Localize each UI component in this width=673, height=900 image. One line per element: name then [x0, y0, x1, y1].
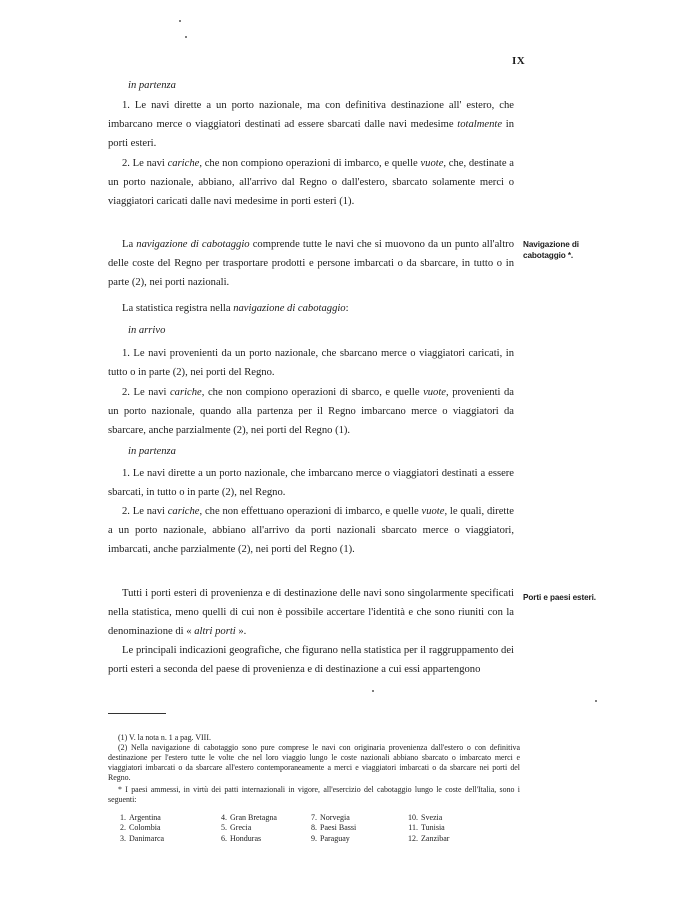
- footnote-separator: [108, 713, 166, 714]
- country-item: 9. Paraguay: [311, 833, 350, 843]
- country-item: 8. Paesi Bassi: [311, 823, 357, 833]
- paragraph-cabotaggio-intro: La statistica registra nella navigazione di cabotaggio:: [122, 303, 349, 314]
- paragraph-cabotaggio-def: La navigazione di cabotaggio comprende tutte le navi che si muovono da un punto all'altro delle coste del Regno per trasportare prodotti e persone imbarcati o da sbarcare, in tutto o in parte (2), nei porti nazionali.: [108, 239, 514, 288]
- scan-speck: [179, 20, 181, 22]
- scan-speck: [185, 36, 187, 38]
- country-list-col-3: [303, 813, 356, 844]
- subheading-in-partenza-2: in partenza: [128, 446, 176, 457]
- paragraph-partenza2-2: 2. Le navi cariche, che non effettuano operazioni di imbarco, e quelle vuote, le quali, dirette a un porto nazionale, abbiano all'arrivo da porti nazionali sbarcato merce o viaggiatori, imbarcati, anche parzialmente (2), nei porti del Regno (1).: [108, 506, 515, 555]
- paragraph-porti-esteri: Tutti i porti esteri di provenienza e di destinazione delle navi sono singolarmente specificati nella statistica, meno quelli di cui non è possibile accertare l'identità e che sono riuniti con la denominazione di « altri porti ».: [108, 588, 514, 637]
- country-item: 6. Honduras: [221, 833, 262, 843]
- subheading-in-arrivo: in arrivo: [128, 325, 166, 336]
- country-item: 4. Gran Bretagna: [221, 813, 277, 822]
- margin-note-cabotaggio: Navigazione di cabotaggio *.: [523, 240, 579, 260]
- paragraph-partenza2-1: 1. Le navi dirette a un porto nazionale, che imbarcano merce o viaggiatori destinati a essere sbarcati, in tutto o in parte (2), nel Regno.: [108, 468, 514, 498]
- country-item: 11. Tunisia: [408, 823, 445, 833]
- country-list-col-1: [112, 813, 164, 844]
- margin-note-porti-esteri: Porti e paesi esteri.: [523, 593, 596, 602]
- country-item: 5. Grecia: [221, 823, 252, 833]
- page-number: IX: [512, 55, 526, 67]
- footnote-star: * I paesi ammessi, in virtù dei patti internazionali in vigore, all'esercizio del cabotaggio lungo le coste dell'Italia, sono i seguenti:: [108, 785, 520, 804]
- paragraph-arrivo-2: 2. Le navi cariche, che non compiono operazioni di sbarco, e quelle vuote, provenienti da un porto nazionale, quando alla partenza per il Regno imbarcano merce o viaggiatori da sbarcare, anche parzialmente (2), nei porti del Regno (1).: [108, 387, 514, 436]
- country-item: 10. Svezia: [408, 813, 443, 822]
- paragraph-partenza-2: 2. Le navi cariche, che non compiono operazioni di imbarco, e quelle vuote, che, destinate a un porto nazionale, abbiano, all'arrivo dal Regno o dall'estero, sbarcato solamente merci o viaggiatori caricati dalle navi medesime in porti esteri (1).: [108, 158, 514, 207]
- country-list-col-2: [213, 813, 277, 844]
- country-item: 7. Norvegia: [311, 813, 350, 822]
- paragraph-indicazioni-geografiche: Le principali indicazioni geografiche, che figurano nella statistica per il raggruppamento dei porti esteri a seconda del paese di provenienza e di destinazione a cui essi appartengono: [108, 645, 514, 675]
- scan-speck: [595, 700, 597, 702]
- country-item: 1. Argentina: [120, 813, 161, 822]
- subheading-in-partenza: in partenza: [128, 80, 176, 91]
- paragraph-arrivo-1: 1. Le navi provenienti da un porto nazionale, che sbarcano merce o viaggiatori caricati, in tutto o in parte (2), nei porti del Regno.: [108, 348, 514, 378]
- footnote-2: (2) Nella navigazione di cabotaggio sono pure comprese le navi con originaria provenienza dall'estero o con definitiva destinazione per l'estero tutte le volte che nel loro viaggio lungo le coste nazionali abbiano sbarcato o imbarcato merci e viaggiatori imbarcati o da sbarcare all'estero contemporaneamente a merci e viaggiatori imbarcati o da sbarcare nei porti del Regno.: [108, 743, 520, 782]
- footnote-1: (1) V. la nota n. 1 a pag. VIII.: [118, 733, 211, 742]
- country-list-col-4: [404, 813, 449, 844]
- country-item: 12. Zanzibar: [408, 833, 450, 843]
- country-item: 2. Colombia: [120, 823, 161, 833]
- country-item: 3. Danimarca: [120, 833, 165, 843]
- scan-speck: [372, 690, 374, 692]
- paragraph-partenza-1: 1. Le navi dirette a un porto nazionale, ma con definitiva destinazione all' estero, che imbarcano merce o viaggiatori destinati ad essere sbarcati dalle navi medesime totalmente in porti esteri.: [108, 100, 514, 149]
